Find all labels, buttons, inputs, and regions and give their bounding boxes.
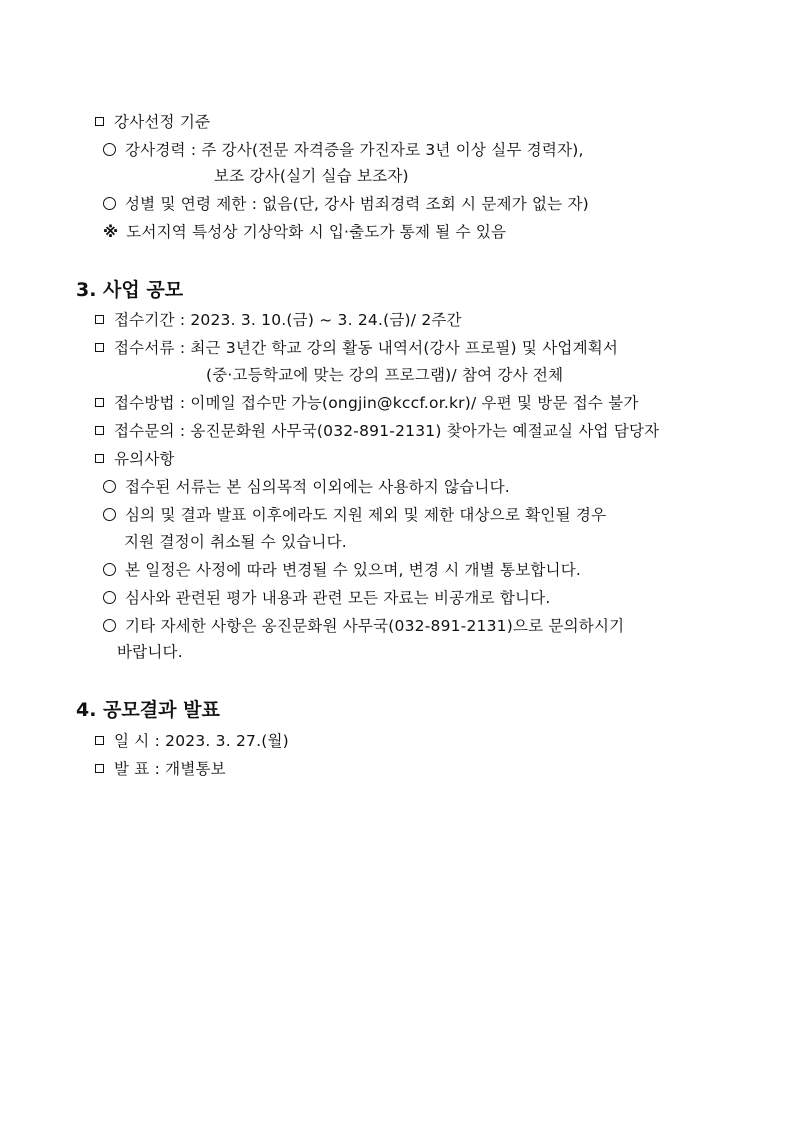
inquiry-item: 접수문의 : 옹진문화원 사무국(032-891-2131) 찾아가는 예절교실 사업 담당자 — [95, 420, 659, 442]
square-bullet-icon — [95, 398, 104, 407]
circle-bullet-icon — [103, 619, 116, 632]
square-bullet-icon — [95, 426, 104, 435]
documents-item-continuation: (중·고등학교에 맞는 강의 프로그램)/ 참여 강사 전체 — [206, 366, 564, 384]
square-bullet-icon — [95, 764, 104, 773]
reference-mark-icon: ※ — [103, 223, 119, 241]
note-item-2: 심의 및 결과 발표 이후에라도 지원 제외 및 제한 대상으로 확인될 경우 — [103, 504, 606, 526]
criteria-title: 강사선정 기준 — [95, 111, 210, 133]
announce-item: 발 표 : 개별통보 — [95, 758, 226, 780]
square-bullet-icon — [95, 343, 104, 352]
date-item: 일 시 : 2023. 3. 27.(월) — [95, 730, 289, 752]
experience-item-continuation: 보조 강사(실기 실습 보조자) — [214, 167, 409, 185]
circle-bullet-icon — [103, 563, 116, 576]
circle-bullet-icon — [103, 508, 116, 521]
restriction-item: 성별 및 연령 제한 : 없음(단, 강사 범죄경력 조회 시 문제가 없는 자) — [103, 193, 589, 215]
method-item: 접수방법 : 이메일 접수만 가능(ongjin@kccf.or.kr)/ 우편 및 방문 접수 불가 — [95, 392, 639, 414]
circle-bullet-icon — [103, 591, 116, 604]
note-item-3: 본 일정은 사정에 따라 변경될 수 있으며, 변경 시 개별 통보합니다. — [103, 559, 581, 581]
weather-note: ※ 도서지역 특성상 기상악화 시 입·출도가 통제 될 수 있음 — [103, 223, 507, 241]
square-bullet-icon — [95, 117, 104, 126]
notes-title: 유의사항 — [95, 448, 175, 470]
square-bullet-icon — [95, 454, 104, 463]
note-item-5: 기타 자세한 사항은 옹진문화원 사무국(032-891-2131)으로 문의하시기 — [103, 615, 624, 637]
documents-item: 접수서류 : 최근 3년간 학교 강의 활동 내역서(강사 프로필) 및 사업계획서 — [95, 337, 618, 359]
circle-bullet-icon — [103, 480, 116, 493]
note-item-1: 접수된 서류는 본 심의목적 이외에는 사용하지 않습니다. — [103, 476, 510, 498]
period-item: 접수기간 : 2023. 3. 10.(금) ~ 3. 24.(금)/ 2주간 — [95, 309, 462, 331]
circle-bullet-icon — [103, 143, 116, 156]
note-item-4: 심사와 관련된 평가 내용과 관련 모든 자료는 비공개로 합니다. — [103, 587, 550, 609]
section-4-heading: 4. 공모결과 발표 — [76, 699, 220, 721]
note-item-5-continuation: 바랍니다. — [117, 643, 183, 661]
experience-item: 강사경력 : 주 강사(전문 자격증을 가진자로 3년 이상 실무 경력자), — [103, 139, 584, 161]
note-item-2-continuation: 지원 결정이 취소될 수 있습니다. — [124, 533, 347, 551]
circle-bullet-icon — [103, 197, 116, 210]
section-3-heading: 3. 사업 공모 — [76, 279, 184, 301]
square-bullet-icon — [95, 736, 104, 745]
square-bullet-icon — [95, 315, 104, 324]
